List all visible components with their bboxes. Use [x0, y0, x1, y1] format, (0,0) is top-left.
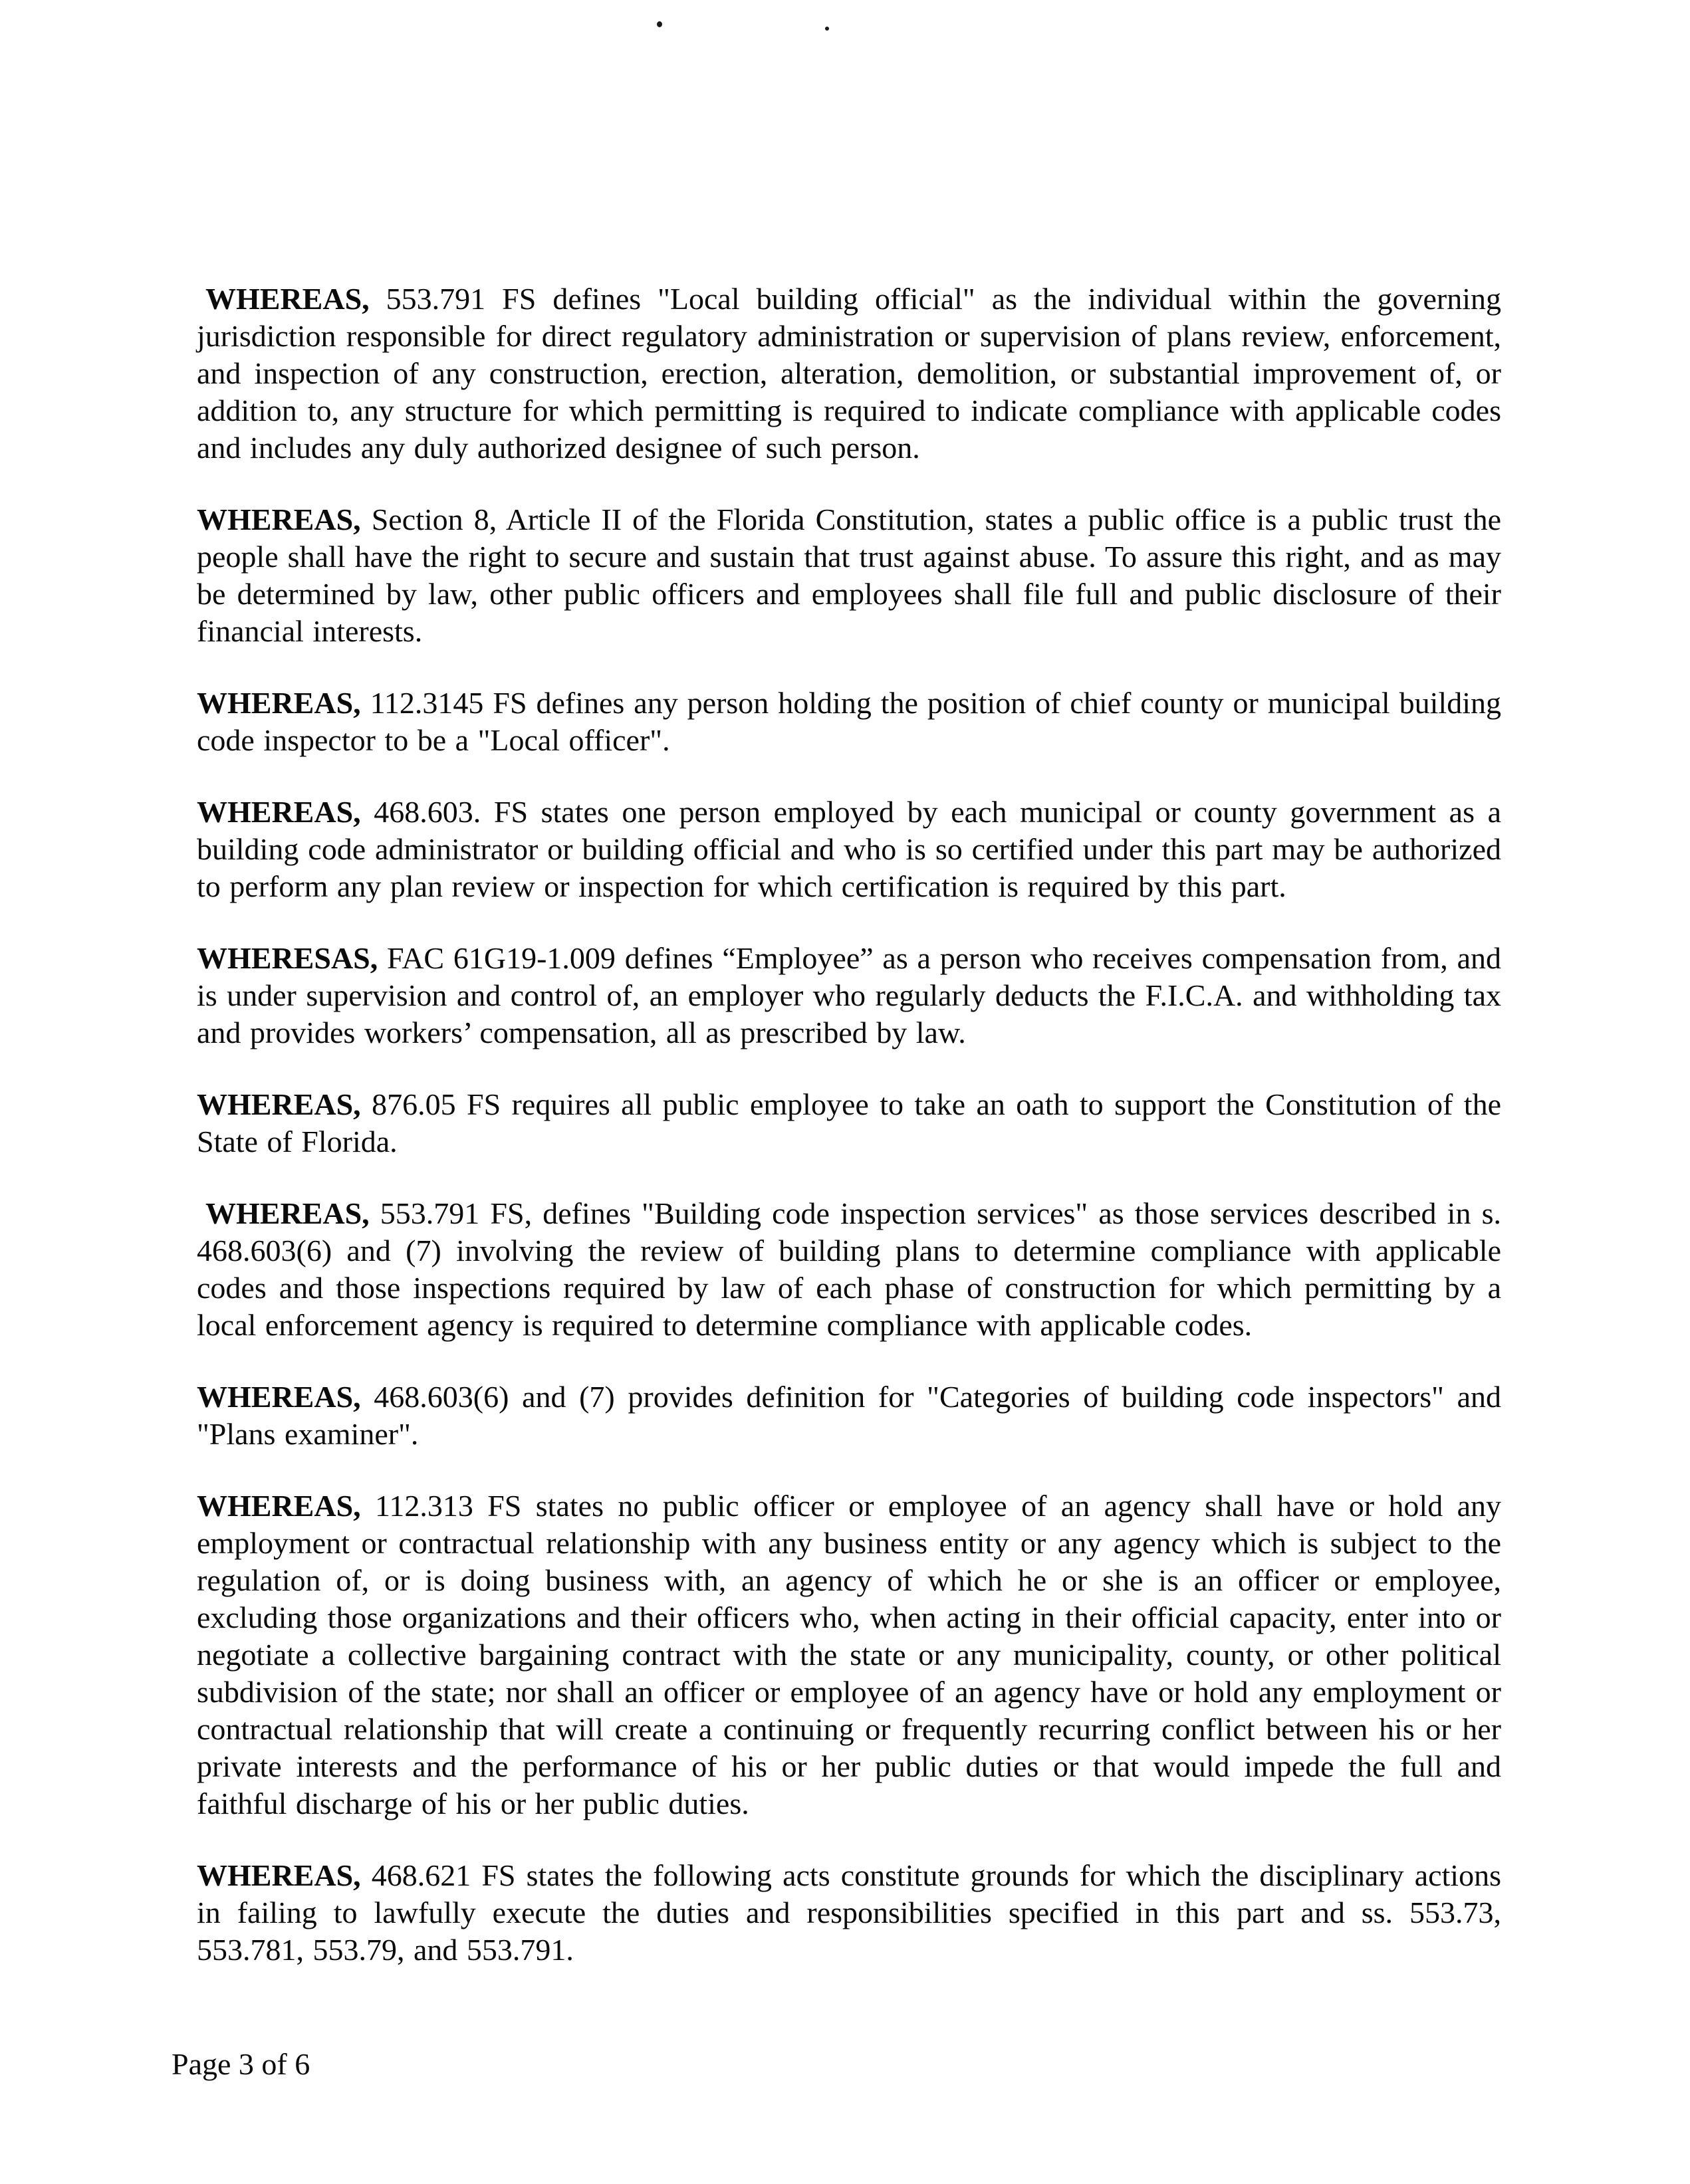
whereas-lead: WHEREAS,: [197, 795, 361, 829]
whereas-paragraph-9: [197, 1487, 1501, 1822]
page-number: Page 3 of 6: [172, 2047, 310, 2081]
whereas-lead: WHEREAS,: [197, 686, 361, 720]
whereas-paragraph-3: [197, 685, 1501, 759]
paragraph-text: 553.791 FS defines "Local building official" as the individual within the governing jurisdiction responsible for direct regulatory administration or supervision of plans review, enforcement, and inspection of any construction, erection, alteration, demolition, or substantial improvement of, or addition to, any structure for which permitting is required to indicate compliance with applicable codes and includes any duly authorized designee of such person.: [197, 282, 1501, 465]
whereas-paragraph-1: [197, 280, 1501, 467]
scan-artifact-dot: [657, 21, 662, 27]
whereas-paragraph-6: [197, 1086, 1501, 1160]
whereas-lead: WHEREAS,: [197, 502, 361, 536]
whereas-paragraph-8: [197, 1378, 1501, 1453]
whereas-lead: WHEREAS,: [197, 1489, 361, 1523]
whereas-lead: WHEREAS,: [197, 1087, 361, 1121]
paragraph-text: 112.3145 FS defines any person holding the position of chief county or municipal building code inspector to be a "Local officer".: [197, 686, 1501, 757]
whereas-lead: WHEREAS,: [205, 282, 370, 316]
paragraph-text: 553.791 FS, defines "Building code inspection services" as those services described in s. 468.603(6) and (7) involving the review of building plans to determine compliance with applicable codes and those inspections required by law of each phase of construction for which permitting by a local enforcement agency is required to determine compliance with applicable codes.: [197, 1196, 1501, 1342]
paragraph-text: 468.603(6) and (7) provides definition for "Categories of building code inspectors" and "Plans examiner".: [197, 1380, 1501, 1451]
whereas-lead: WHEREAS,: [197, 1858, 361, 1892]
whereas-paragraph-5: [197, 940, 1501, 1051]
document-body: [197, 280, 1501, 2003]
whereas-paragraph-7: [197, 1195, 1501, 1344]
whereas-paragraph-10: [197, 1857, 1501, 1969]
paragraph-text: 112.313 FS states no public officer or employee of an agency shall have or hold any employment or contractual relationship with any business entity or any agency which is subject to the regulation of, or is doing business with, an agency of which he or she is an officer or employee, excluding those organizations and their officers who, when acting in their official capacity, enter into or negotiate a collective bargaining contract with the state or any municipality, county, or other political subdivision of the state; nor shall an officer or employee of an agency have or hold any employment or contractual relationship that will create a continuing or frequently recurring conflict between his or her private interests and the performance of his or her public duties or that would impede the full and faithful discharge of his or her public duties.: [197, 1489, 1501, 1820]
paragraph-text: 468.621 FS states the following acts constitute grounds for which the disciplinary actions in failing to lawfully execute the duties and responsibilities specified in this part and ss. 553.73, 553.781, 553.79, and 553.791.: [197, 1858, 1501, 1967]
paragraph-text: 876.05 FS requires all public employee to take an oath to support the Constitution of the State of Florida.: [197, 1087, 1501, 1158]
scan-artifact-dot: [825, 27, 829, 31]
whereas-paragraph-4: [197, 794, 1501, 905]
whereas-paragraph-2: [197, 501, 1501, 650]
paragraph-text: Section 8, Article II of the Florida Constitution, states a public office is a public trust the people shall have the right to secure and sustain that trust against abuse. To assure this right, and as may be determined by law, other public officers and employees shall file full and public disclosure of their financial interests.: [197, 502, 1501, 648]
paragraph-text: 468.603. FS states one person employed by each municipal or county government as a building code administrator or building official and who is so certified under this part may be authorized to perform any plan review or inspection for which certification is required by this part.: [197, 795, 1501, 903]
whereas-lead: WHEREAS,: [205, 1196, 370, 1230]
whereas-lead: WHEREAS,: [197, 1380, 361, 1414]
paragraph-text: FAC 61G19-1.009 defines “Employee” as a person who receives compensation from, and is under supervision and control of, an employer who regularly deducts the F.I.C.A. and withholding tax and provides workers’ compensation, all as prescribed by law.: [197, 941, 1501, 1049]
whereas-lead: WHERESAS,: [197, 941, 378, 975]
